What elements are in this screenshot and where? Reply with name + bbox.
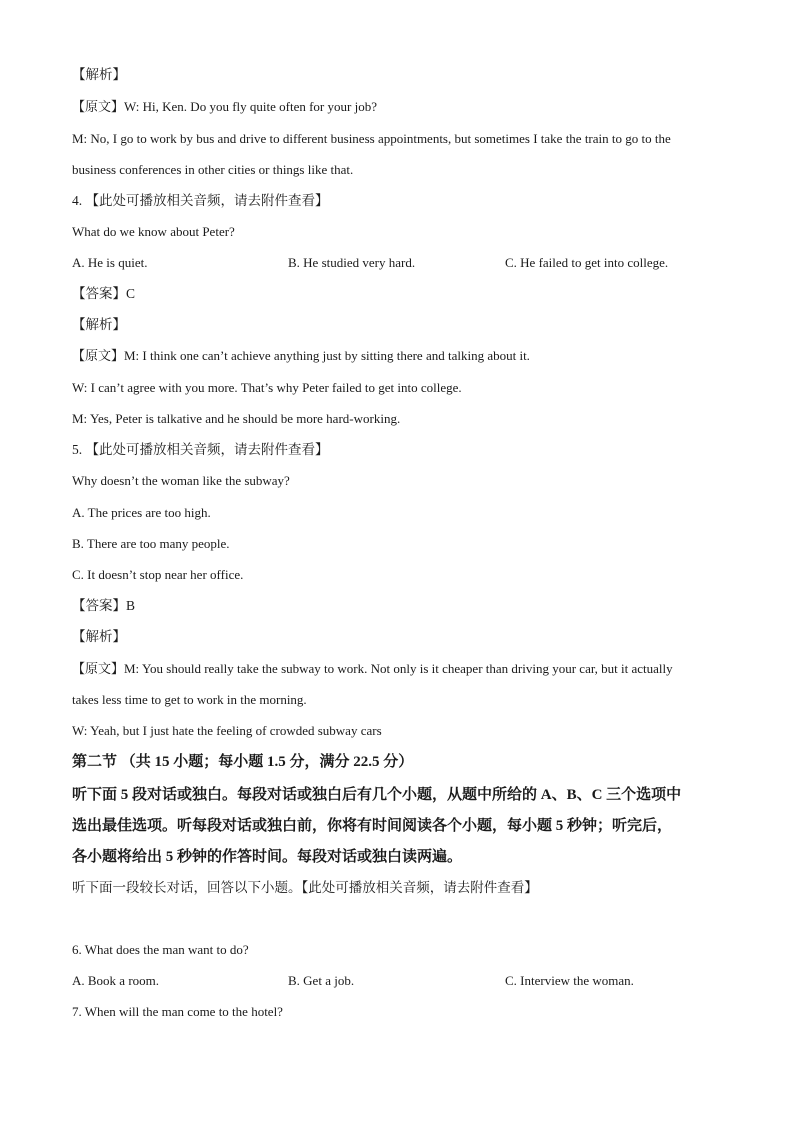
question-4-option-c: C. He failed to get into college.: [505, 255, 669, 270]
question-6-stem: 6. What does the man want to do?: [72, 942, 249, 957]
analysis-label: 【解析】: [72, 317, 126, 332]
transcript-line: M: Yes, Peter is talkative and he should be more hard-working.: [72, 411, 401, 426]
analysis-label: 【解析】: [72, 629, 126, 644]
section-2-intro: 听下面一段较长对话，回答以下小题。【此处可播放相关音频，请去附件查看】: [72, 880, 538, 895]
transcript-line: takes less time to get to work in the morning.: [72, 692, 307, 707]
transcript-line: business conferences in other cities or things like that.: [72, 162, 354, 177]
section-2-title: 第二节 （共 15 小题；每小题 1.5 分，满分 22.5 分）: [72, 754, 414, 770]
question-4-header: 4. 【此处可播放相关音频，请去附件查看】: [72, 193, 329, 208]
question-5-answer: 【答案】B: [72, 598, 136, 613]
transcript-line: 【原文】W: Hi, Ken. Do you fly quite often for your job?: [72, 99, 377, 114]
question-6-option-a: A. Book a room.: [72, 973, 160, 988]
section-2-instructions-line: 各小题将给出 5 秒钟的作答时间。每段对话或独白读两遍。: [72, 849, 463, 865]
section-2-instructions-line: 选出最佳选项。听每段对话或独白前，你将有时间阅读各个小题，每小题 5 秒钟；听完后，: [72, 818, 673, 834]
question-5-option-c: C. It doesn’t stop near her office.: [72, 567, 244, 582]
question-4-stem: What do we know about Peter?: [72, 224, 235, 239]
question-7-stem: 7. When will the man come to the hotel?: [72, 1004, 283, 1019]
question-4-answer: 【答案】C: [72, 286, 136, 301]
question-5-header: 5. 【此处可播放相关音频，请去附件查看】: [72, 442, 329, 457]
transcript-line: 【原文】M: I think one can’t achieve anything just by sitting there and talking about it.: [72, 348, 530, 363]
question-5-stem: Why doesn’t the woman like the subway?: [72, 473, 290, 488]
question-6-option-c: C. Interview the woman.: [505, 973, 634, 988]
transcript-line: 【原文】M: You should really take the subway to work. Not only is it cheaper than driving your car, but it actually: [72, 661, 673, 676]
transcript-line: W: Yeah, but I just hate the feeling of crowded subway cars: [72, 723, 382, 738]
question-6-option-b: B. Get a job.: [288, 973, 355, 988]
transcript-line: M: No, I go to work by bus and drive to different business appointments, but sometimes I take the train to go to the: [72, 131, 671, 146]
section-2-instructions-line: 听下面 5 段对话或独白。每段对话或独白后有几个小题，从题中所给的 A、B、C 三个选项中: [72, 787, 682, 803]
question-5-option-a: A. The prices are too high.: [72, 505, 211, 520]
question-4-option-b: B. He studied very hard.: [288, 255, 416, 270]
question-4-option-a: A. He is quiet.: [72, 255, 148, 270]
transcript-line: W: I can’t agree with you more. That’s why Peter failed to get into college.: [72, 380, 462, 395]
analysis-label: 【解析】: [72, 67, 126, 82]
question-5-option-b: B. There are too many people.: [72, 536, 230, 551]
